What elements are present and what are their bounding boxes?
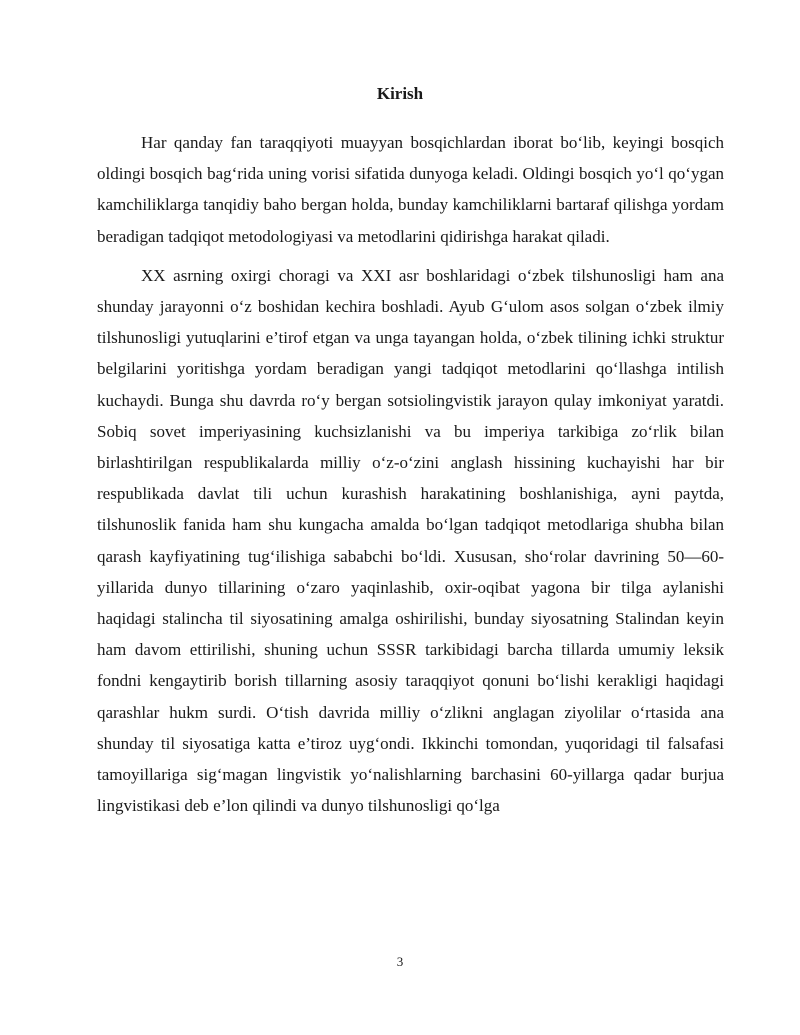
- section-heading: Kirish: [376, 84, 424, 103]
- paragraph-1: Har qanday fan taraqqiyoti muayyan bosqichlardan iborat bo‘lib, keyingi bosqich oldingi bosqich bag‘rida uning vorisi sifatida dunyoga keladi. Oldingi bosqich yo‘l qo‘ygan kamchiliklarga tanqidiy baho bergan holda, bunday kamchiliklarni bartaraf qilishga yordam beradigan tadqiqot metodologiyasi va metodlarini qidirishga harakat qiladi.: [97, 133, 724, 246]
- page-number: 3: [396, 954, 404, 969]
- body-text: [97, 127, 724, 829]
- paragraph-2: XX asrning oxirgi choragi va XXI asr boshlaridagi o‘zbek tilshunosligi ham ana shunday jarayonni o‘z boshidan kechira boshladi. Ayub G‘ulom asos solgan o‘zbek ilmiy tilshunosligi yutuqlarini e’tirof etgan va unga tayangan holda, o‘zbek tilining ichki struktur belgilarini yoritishga yordam beradigan yangi tadqiqot metodlarini qo‘llashga intilish kuchaydi. Bunga shu davrda ro‘y bergan sotsiolingvistik jarayon qulay imkoniyat yaratdi. Sobiq sovet imperiyasining kuchsizlanishi va bu imperiya tarkibiga zo‘rlik bilan birlashtirilgan respublikalarda milliy o‘z-o‘zini anglash hissining kuchayishi har bir respublikada davlat tili uchun kurashish harakatining boshlanishiga, ayni paytda, tilshunoslik fanida ham shu kungacha amalda bo‘lgan tadqiqot metodlariga shubha bilan qarash kayfiyatining tug‘ilishiga sababchi bo‘ldi. Xususan, sho‘rolar davrining 50—60-yillarida dunyo tillarining o‘zaro yaqinlashib, oxir-oqibat yagona bir tilga aylanishi haqidagi stalincha til siyosatining amalga oshirilishi, bunday siyosatning Stalindan keyin ham davom ettirilishi, shuning uchun SSSR tarkibidagi barcha tillarda umumiy leksik fondni kengaytirib borish tillarning asosiy taraqqiyot qonuni bo‘lishi kerakligi haqidagi qarashlar hukm surdi. O‘tish davrida milliy o‘zlikni anglagan ziyolilar o‘rtasida ana shunday til siyosatiga katta e’tiroz uyg‘ondi. Ikkinchi tomondan, yuqoridagi til falsafasi tamoyillariga sig‘magan lingvistik yo‘nalishlarning barchasini 60-yillarga qadar burjua lingvistikasi deb e’lon qilindi va dunyo tilshunosligi qo‘lga: [97, 265, 724, 816]
